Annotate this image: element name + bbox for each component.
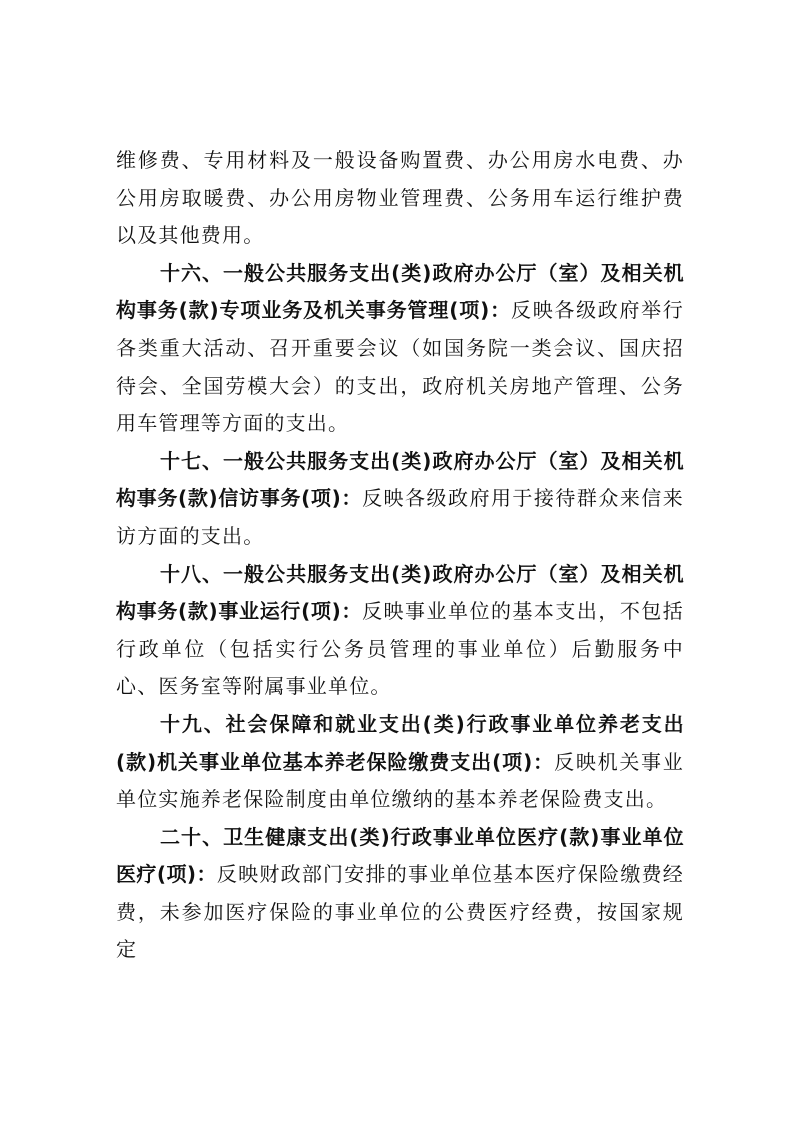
paragraph-heading: 十九、社会保障和就业支出(类)行政事业单位养老支出(款)机关事业单位基本养老保险缴费支出(项)： xyxy=(116,711,684,774)
paragraph-heading: 十六、一般公共服务支出(类)政府办公厅（室）及相关机构事务(款)专项业务及机关事务管理(项)： xyxy=(116,260,684,323)
paragraph-item-18 xyxy=(116,556,684,706)
paragraph-body: 反映事业单位的基本支出，不包括行政单位（包括实行公务员管理的事业单位）后勤服务中心、医务室等附属事业单位。 xyxy=(116,599,684,699)
paragraph-body: 反映财政部门安排的事业单位基本医疗保险缴费经费，未参加医疗保险的事业单位的公费医疗经费，按国家规定 xyxy=(116,862,684,962)
paragraph-item-16 xyxy=(116,255,684,443)
paragraph-heading: 二十、卫生健康支出(类)行政事业单位医疗(款)事业单位医疗(项)： xyxy=(116,824,684,887)
paragraph-item-17 xyxy=(116,443,684,556)
paragraph-body: 反映机关事业单位实施养老保险制度由单位缴纳的基本养老保险费支出。 xyxy=(116,749,684,812)
paragraph-body: 反映各级政府举行各类重大活动、召开重要会议（如国务院一类会议、国庆招待会、全国劳模大会）的支出，政府机关房地产管理、公务用车管理等方面的支出。 xyxy=(116,298,684,436)
document-page xyxy=(116,142,684,969)
paragraph-body: 维修费、专用材料及一般设备购置费、办公用房水电费、办公用房取暖费、办公用房物业管理费、公务用车运行维护费以及其他费用。 xyxy=(116,148,684,248)
paragraph-body: 反映各级政府用于接待群众来信来访方面的支出。 xyxy=(116,486,684,548)
paragraph-item-20 xyxy=(116,819,684,969)
paragraph-continuation xyxy=(116,142,684,255)
paragraph-item-19 xyxy=(116,706,684,819)
paragraph-heading: 十八、一般公共服务支出(类)政府办公厅（室）及相关机构事务(款)事业运行(项)： xyxy=(116,561,684,624)
paragraph-heading: 十七、一般公共服务支出(类)政府办公厅（室）及相关机构事务(款)信访事务(项)： xyxy=(116,448,684,511)
